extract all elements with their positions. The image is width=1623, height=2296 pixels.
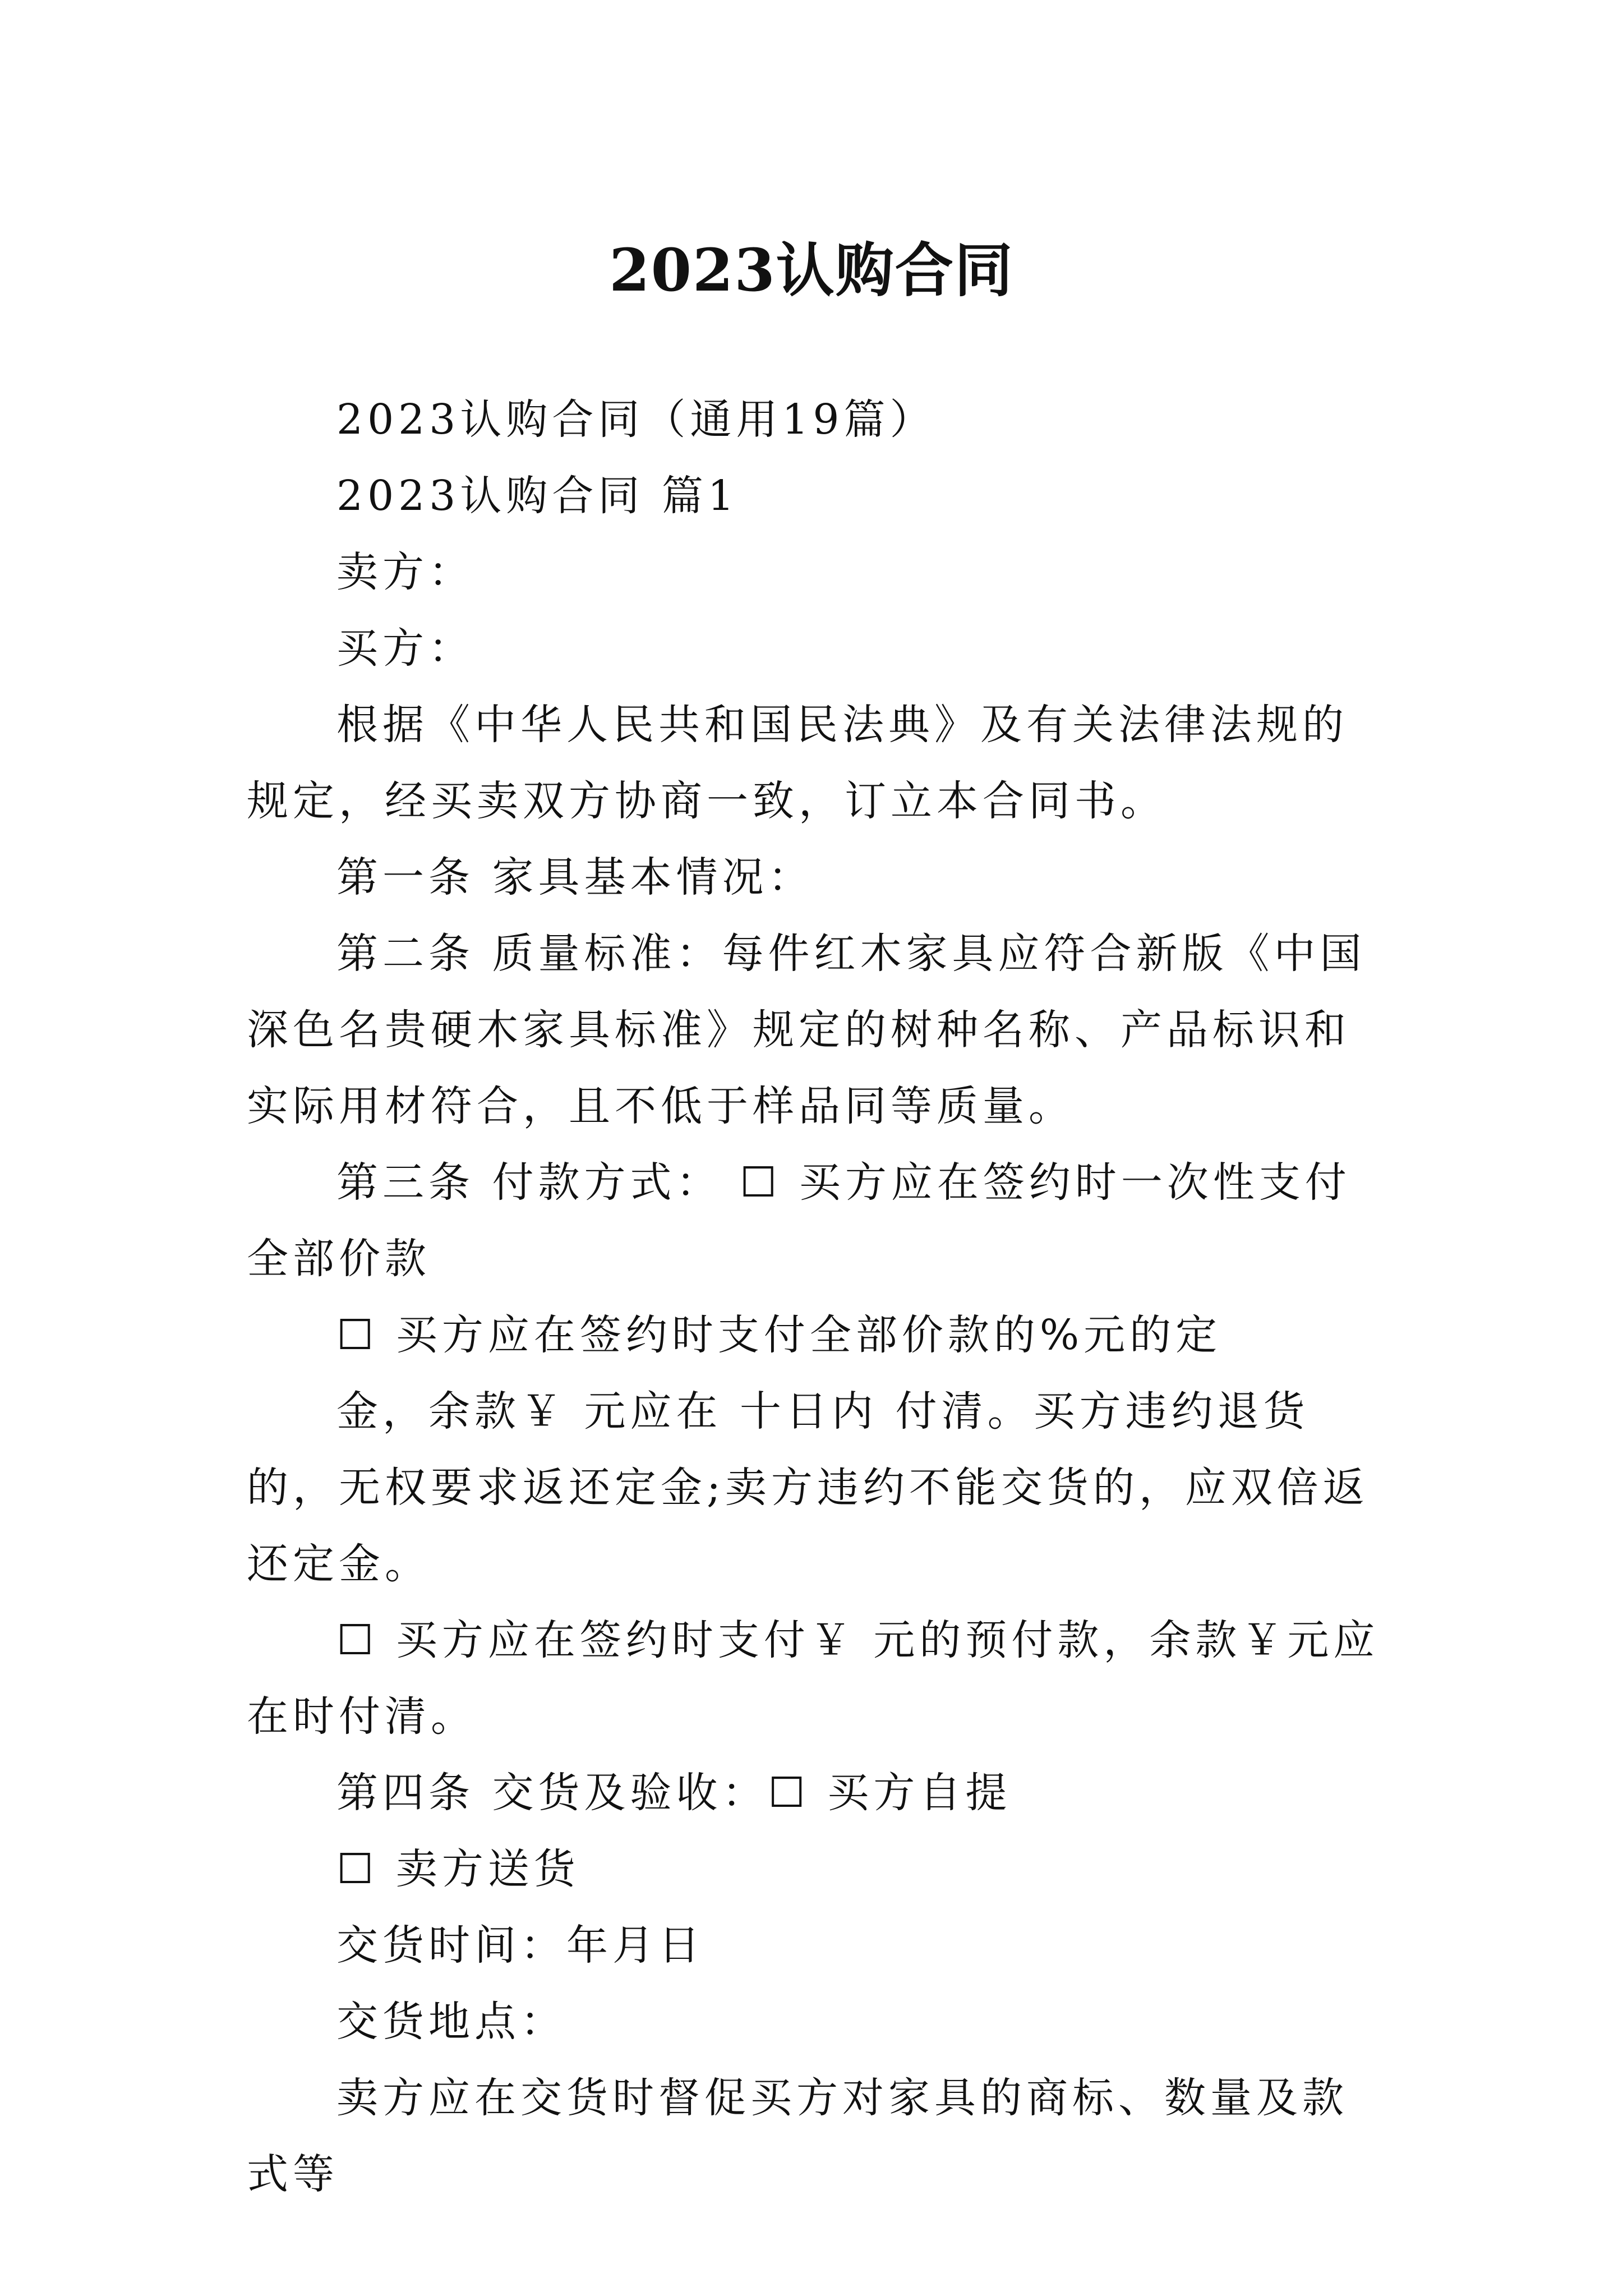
document-title: 2023认购合同 [609, 235, 1014, 305]
paragraph-article-3: 第三条 付款方式： ☐ 买方应在签约时一次性支付全部价款 [247, 1158, 1351, 1283]
paragraph-deposit-terms: 金，余款￥ 元应在 十日内 付清。买方违约退货的，无权要求返还定金;卖方违约不能交货的，应双倍返还定金。 [247, 1387, 1369, 1588]
paragraph-delivery-place: 交货地点： [336, 1998, 566, 2046]
paragraph-article-4: 第四条 交货及验收：☐ 买方自提 [336, 1769, 1012, 1817]
paragraph-article-1: 第一条 家具基本情况： [336, 853, 814, 901]
paragraph-buyer: 买方： [336, 624, 474, 673]
paragraph-payment-option-2: ☐ 买方应在签约时支付全部价款的%元的定 [336, 1311, 1222, 1359]
paragraph-inspection: 卖方应在交货时督促买方对家具的商标、数量及款式等 [247, 2074, 1348, 2198]
paragraph-seller: 卖方： [336, 548, 474, 596]
paragraph-payment-option-3: ☐ 买方应在签约时支付￥ 元的预付款，余款￥元应在时付清。 [247, 1616, 1380, 1741]
paragraph-delivery-time: 交货时间：年月日 [336, 1921, 704, 1970]
paragraph-subtitle: 2023认购合同（通用19篇） [336, 395, 936, 444]
paragraph-delivery-option: ☐ 卖方送货 [336, 1845, 580, 1893]
paragraph-article-2: 第二条 质量标准：每件红木家具应符合新版《中国深色名贵硬木家具标准》规定的树种名称、产品标识和实际用材符合，且不低于样品同等质量。 [247, 930, 1366, 1130]
document-body [247, 381, 1385, 2212]
paragraph-preamble: 根据《中华人民共和国民法典》及有关法律法规的规定，经买卖双方协商一致，订立本合同书。 [247, 701, 1348, 825]
paragraph-section-heading: 2023认购合同 篇1 [336, 472, 739, 520]
